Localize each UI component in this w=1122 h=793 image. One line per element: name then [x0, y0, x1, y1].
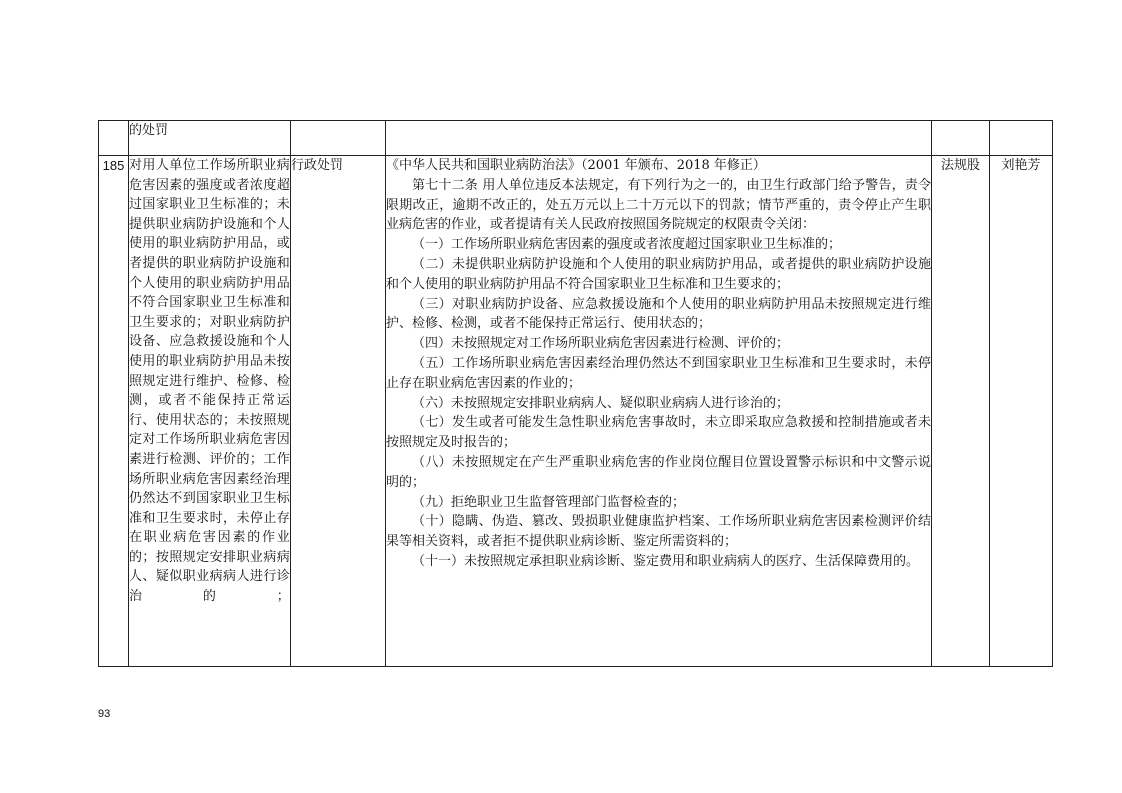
- basis-item-9: （九）拒绝职业卫生监督管理部门监督检查的；: [412, 494, 686, 510]
- continued-name-cell: [129, 121, 291, 156]
- basis-item-3: （三）对职业病防护设备、应急救援设施和个人使用的职业病防护用品未按照规定进行维护、检修、检测，或者不能保持正常运行、使用状态的；: [386, 296, 931, 332]
- continued-basis-cell: [386, 121, 932, 156]
- basis-item-1: （一）工作场所职业病危害因素的强度或者浓度超过国家职业卫生标准的；: [412, 237, 842, 253]
- basis-item-11: （十一）未按照规定承担职业病诊断、鉴定费用和职业病病人的医疗、生活保障费用的。: [412, 553, 920, 569]
- item-basis-cell: [386, 156, 932, 667]
- continued-category-cell: [291, 121, 386, 156]
- basis-item-8: （八）未按照规定在产生严重职业病危害的作业岗位醒目位置设置警示标识和中文警示说明的；: [386, 454, 931, 490]
- article-text: 第七十二条 用人单位违反本法规定，有下列行为之一的，由卫生行政部门给予警告，责令限期改正，逾期不改正的，处五万元以上二十万元以下的罚款；情节严重的，责令停止产生职业病危害的作业，或者提请有关人民政府按照国务院规定的权限责令关闭：: [386, 177, 931, 233]
- basis-item-5: （五）工作场所职业病危害因素经治理仍然达不到国家职业卫生标准和卫生要求时，未停止存在职业病危害因素的作业的；: [386, 355, 931, 391]
- item-category-cell: [291, 156, 386, 667]
- basis-item-10: （十）隐瞒、伪造、篡改、毁损职业健康监护档案、工作场所职业病危害因素检测评价结果等相关资料，或者拒不提供职业病诊断、鉴定所需资料的；: [386, 514, 931, 550]
- item-name: 对用人单位工作场所职业病危害因素的强度或者浓度超过国家职业卫生标准的；未提供职业病防护设施和个人使用的职业病防护用品，或者提供的职业病防护设施和个人使用的职业病防护用品不符合国家职业卫生标准和卫生要求的；对职业病防护设备、应急救援设施和个人使用的职业病防护用品未按照规定进行维护、检修、检测，或者不能保持正常运行、使用状态的；未按照规定对工作场所职业病危害因素进行检测、评价的；工作场所职业病危害因素经治理仍然达不到国家职业卫生标准和卫生要求时，未停止存在职业病危害因素的作业的；按照规定安排职业病病人、疑似职业病病人进行诊治的；: [129, 158, 290, 605]
- item-name-cell: [129, 156, 291, 667]
- penalty-items-table: [98, 120, 1053, 667]
- basis-item-4: （四）未按照规定对工作场所职业病危害因素进行检测、评价的；: [412, 336, 790, 352]
- basis-item-7: （七）发生或者可能发生急性职业病危害事故时，未立即采取应急救援和控制措施或者未按照规定及时报告的；: [386, 415, 931, 451]
- item-department: 法规股: [940, 158, 980, 173]
- item-person-cell: [990, 156, 1053, 667]
- law-title: 《中华人民共和国职业病防治法》（2001 年颁布、2018 年修正）: [386, 158, 766, 173]
- table-row: [99, 156, 1053, 667]
- item-number-cell: [99, 156, 129, 667]
- item-person: 刘艳芳: [1001, 158, 1041, 173]
- basis-item-6: （六）未按照规定安排职业病病人、疑似职业病病人进行诊治的；: [412, 395, 790, 411]
- continued-row: [99, 121, 1053, 156]
- basis-item-2: （二）未提供职业病防护设施和个人使用的职业病防护用品，或者提供的职业病防护设施和个人使用的职业病防护用品不符合国家职业卫生标准和卫生要求的；: [386, 256, 931, 292]
- item-department-cell: [932, 156, 990, 667]
- continued-number-cell: [99, 121, 129, 156]
- continued-name-text: 的处罚: [129, 123, 169, 138]
- continued-person-cell: [990, 121, 1053, 156]
- item-number: 185: [102, 158, 125, 173]
- item-category: 行政处罚: [291, 158, 344, 173]
- continued-department-cell: [932, 121, 990, 156]
- page-number: 93: [98, 708, 111, 720]
